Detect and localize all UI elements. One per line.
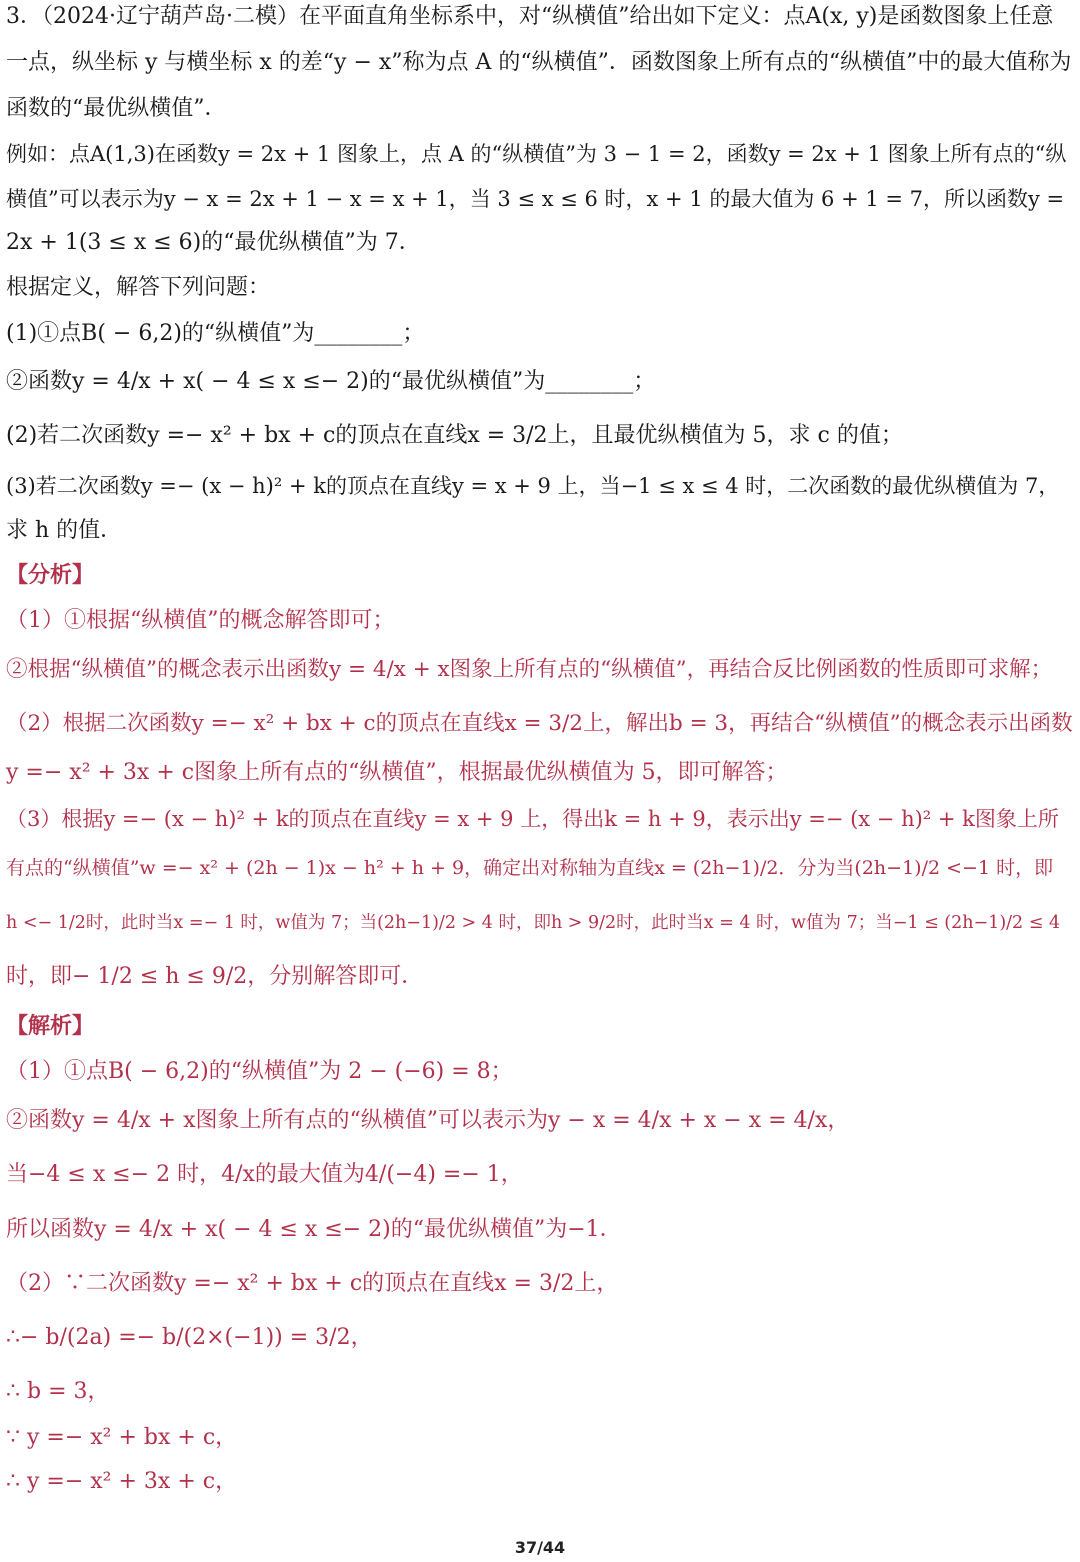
analysis-header: 【分析】 [6, 563, 95, 588]
question-line: (1)①点B( − 6,2)的“纵横值”为________； [6, 321, 425, 346]
analysis-line: （3）根据y =− (x − h)² + k的顶点在直线y = x + 9 上，得出k = h + 9，表示出y =− (x − h)² + k图象上所 [6, 807, 1059, 831]
solution-line: ∴− b/(2a) =− b/(2×(−1)) = 3/2， [6, 1325, 373, 1350]
analysis-line: （1）①根据“纵横值”的概念解答即可； [6, 608, 395, 633]
solution-line: 当−4 ≤ x ≤− 2 时，4/x的最大值为4/(−4) =− 1， [6, 1162, 523, 1187]
question-line: 一点，纵坐标 y 与横坐标 x 的差“y − x”称为点 A 的“纵横值”．函数图象上所有点的“纵横值”中的最大值称为 [6, 50, 1072, 75]
solution-line: ∴ y =− x² + 3x + c， [6, 1469, 238, 1494]
analysis-line: ②根据“纵横值”的概念表示出函数y = 4/x + x图象上所有点的“纵横值”，再结合反比例函数的性质即可求解； [6, 657, 1053, 682]
solution-header: 【解析】 [6, 1014, 95, 1039]
solution-line: ∴ b = 3， [6, 1379, 110, 1404]
question-line: 求 h 的值． [6, 518, 123, 543]
question-line: 2x + 1(3 ≤ x ≤ 6)的“最优纵横值”为 7． [6, 230, 421, 255]
solution-line: ②函数y = 4/x + x图象上所有点的“纵横值”可以表示为y − x = 4/x + x − x = 4/x， [6, 1108, 850, 1133]
question-line: (3)若二次函数y =− (x − h)² + k的顶点在直线y = x + 9 上，当−1 ≤ x ≤ 4 时，二次函数的最优纵横值为 7， [6, 474, 1060, 498]
question-line: ②函数y = 4/x + x( − 4 ≤ x ≤− 2)的“最优纵横值”为________； [6, 369, 656, 394]
question-line: 3．（2024·辽宁葫芦岛·二模）在平面直角坐标系中，对“纵横值”给出如下定义：点A(x, y)是函数图象上任意 [6, 4, 1054, 29]
solution-line: ∵ y =− x² + bx + c， [6, 1425, 238, 1450]
question-line: 根据定义，解答下列问题： [6, 275, 271, 300]
question-line: 横值”可以表示为y − x = 2x + 1 − x = x + 1，当 3 ≤ x ≤ 6 时，x + 1 的最大值为 6 + 1 = 7，所以函数y = [6, 187, 1065, 211]
page-number: 37/44 [514, 1538, 566, 1557]
solution-line: （2）∵二次函数y =− x² + bx + c的顶点在直线x = 3/2上， [6, 1271, 619, 1296]
question-line: (2)若二次函数y =− x² + bx + c的顶点在直线x = 3/2上，且最优纵横值为 5，求 c 的值； [6, 423, 903, 448]
question-line: 函数的“最优纵横值”． [6, 96, 227, 121]
analysis-line: 有点的“纵横值”w =− x² + (2h − 1)x − h² + h + 9，确定出对称轴为直线x = (2h−1)/2．分为当(2h−1)/2 <−1 时，即 [6, 857, 1054, 879]
analysis-line: h <− 1/2时，此时当x =− 1 时，w值为 7；当(2h−1)/2 > 4 时，即h > 9/2时，此时当x = 4 时，w值为 7；当−1 ≤ (2h−1)/2 ≤ 4 [6, 913, 1061, 933]
solution-line: （1）①点B( − 6,2)的“纵横值”为 2 − (−6) = 8； [6, 1059, 513, 1084]
analysis-line: y =− x² + 3x + c图象上所有点的“纵横值”，根据最优纵横值为 5，即可解答； [6, 760, 788, 785]
analysis-line: （2）根据二次函数y =− x² + bx + c的顶点在直线x = 3/2上，解出b = 3，再结合“纵横值”的概念表示出函数 [6, 711, 1073, 736]
analysis-line: 时，即− 1/2 ≤ h ≤ 9/2，分别解答即可． [6, 964, 424, 989]
solution-line: 所以函数y = 4/x + x( − 4 ≤ x ≤− 2)的“最优纵横值”为−1． [6, 1217, 622, 1242]
question-line: 例如：点A(1,3)在函数y = 2x + 1 图象上，点 A 的“纵横值”为 3 − 1 = 2，函数y = 2x + 1 图象上所有点的“纵 [6, 142, 1067, 166]
